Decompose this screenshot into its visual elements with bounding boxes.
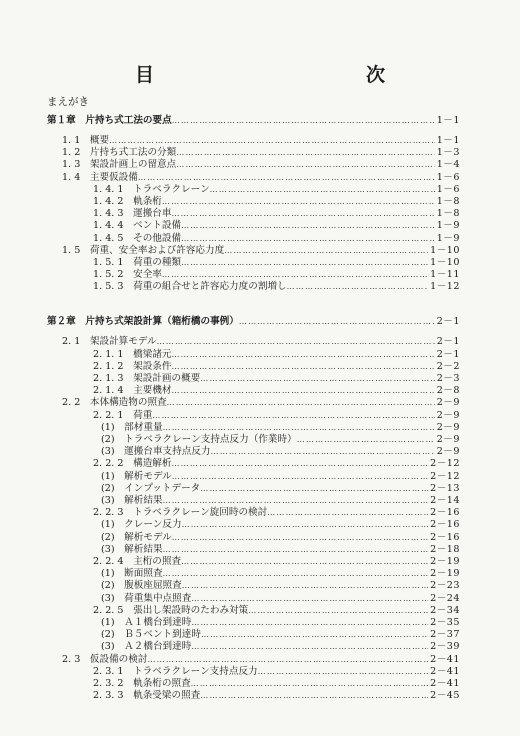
toc-entry-label: (2) Ｂ５ベント到達時: [101, 629, 201, 641]
toc-entry-label: 2. 1. 3 架設計画の概要: [93, 373, 201, 384]
toc-section: [62, 653, 460, 666]
toc-entry-label: 2. 1. 4 主要機材: [93, 385, 172, 397]
leader-dots: [172, 114, 435, 127]
toc-entry-label: (3) 解析結果: [101, 495, 163, 506]
toc-entry-page: 1－12: [430, 281, 460, 293]
toc-entry-page: 2－12: [430, 470, 460, 482]
toc-entry: [101, 579, 460, 592]
toc-entry-label: (2) 腹板座屈照査: [101, 580, 182, 592]
toc-entry: [101, 640, 460, 653]
leader-dots: [181, 219, 435, 232]
toc-section: [62, 134, 460, 147]
toc-entry: [93, 409, 460, 422]
toc-entry-label: 1. 4 主要仮設備: [62, 171, 138, 183]
toc-entry-page: 1－4: [436, 159, 460, 171]
leader-dots: [181, 555, 428, 568]
toc-entry-label: 1. 4. 1 トラベラクレーン: [93, 183, 210, 195]
leader-dots: [171, 360, 434, 373]
toc-entry-page: 2－19: [430, 568, 460, 580]
toc-entry-page: 2－9: [436, 446, 460, 458]
toc-section: [62, 244, 460, 257]
toc-entry-label: (3) 運搬台車支持点反力: [101, 446, 211, 458]
leader-dots: [248, 604, 428, 617]
toc-entry: [93, 689, 460, 702]
toc-entry-label: 2. 3 仮設備の検討: [62, 653, 148, 665]
toc-entry: [93, 219, 460, 232]
toc-entry-page: 1－9: [436, 232, 460, 244]
toc-entry: [93, 555, 460, 568]
leader-dots: [172, 470, 428, 483]
leader-dots: [176, 158, 434, 171]
toc-entry-page: 2－45: [430, 690, 460, 702]
leader-dots: [200, 372, 434, 385]
toc-entry-label: (2) トラベラクレーン支持点反力（作業時）: [101, 434, 297, 445]
leader-dots: [181, 232, 435, 245]
toc-entry: [93, 665, 460, 678]
leader-dots: [297, 433, 435, 446]
toc-entry-page: 1－11: [430, 269, 460, 281]
toc-entry: [93, 280, 460, 293]
toc-entry-page: 2－39: [430, 641, 460, 653]
leader-dots: [171, 457, 428, 470]
leader-dots: [211, 445, 435, 458]
toc-entry-page: 2－37: [430, 629, 460, 641]
toc-entry: [93, 348, 460, 361]
toc-entry-page: 1－6: [436, 183, 460, 195]
leader-dots: [200, 689, 428, 702]
toc-entry-page: 2－1: [436, 348, 460, 360]
toc-entry-label: 2. 1. 1 橋梁諸元: [93, 348, 172, 360]
toc-section: [62, 171, 460, 184]
toc-entry-page: 2－12: [430, 458, 460, 470]
leader-dots: [267, 506, 428, 519]
toc-entry-page: 2－18: [430, 543, 460, 555]
toc-entry-page: 1－10: [430, 244, 460, 256]
toc-entry: [93, 604, 460, 617]
leader-dots: [176, 146, 434, 159]
toc-entry: [101, 567, 460, 580]
leader-dots: [182, 518, 429, 531]
toc-entry: [93, 677, 460, 690]
toc-entry-page: 2－19: [430, 556, 460, 567]
toc-entry-label: (1) Ａ１橋台到達時: [101, 617, 192, 628]
toc-entry-page: 2－9: [436, 421, 460, 433]
leader-dots: [163, 567, 429, 580]
toc-entry: [93, 256, 460, 269]
toc-entry-label: 1. 1 概要: [62, 135, 110, 146]
toc-entry: [93, 207, 460, 220]
toc-entry-page: 2－35: [430, 617, 460, 628]
leader-dots: [172, 531, 428, 544]
toc-chapter: [47, 114, 460, 127]
toc-entry: [93, 384, 460, 397]
toc-entry-label: 1. 5. 1 荷重の種類: [93, 257, 182, 268]
toc-entry: [101, 518, 460, 531]
toc-entry-label: 1. 4. 5 その他設備: [93, 232, 182, 244]
toc-entry-page: 2－16: [430, 519, 460, 531]
toc-entry: [93, 232, 460, 245]
toc-entry: [93, 268, 460, 281]
toc-entry: [101, 592, 460, 605]
leader-dots: [191, 640, 428, 653]
toc-entry: [93, 183, 460, 196]
leader-dots: [138, 171, 435, 184]
leader-dots: [162, 195, 435, 208]
leader-dots: [191, 592, 428, 605]
leader-dots: [162, 268, 428, 281]
toc-entry-label: 2. 1 架設計算モデル: [62, 336, 157, 348]
toc-entry: [101, 616, 460, 629]
toc-entry-label: (1) 部材重量: [101, 421, 163, 433]
toc-entry-page: 2－41: [430, 665, 460, 677]
leader-dots: [167, 396, 435, 409]
toc-entry-page: 1－1: [436, 115, 460, 126]
toc-entry-page: 2－41: [430, 678, 460, 689]
toc-entry-page: 2－24: [430, 592, 460, 604]
toc-entry-label: 2. 1. 2 架設条件: [93, 360, 172, 372]
toc-entry-page: 2－1: [436, 316, 460, 328]
toc-entry-label: 2. 2. 4 主桁の照査: [93, 556, 182, 567]
toc-entry-page: 1－8: [436, 208, 460, 220]
leader-dots: [191, 616, 428, 629]
toc-entry-page: 2－2: [436, 360, 460, 372]
toc-entry-page: 2－34: [430, 604, 460, 616]
toc-entry: [93, 360, 460, 373]
toc-entry-page: 2－23: [430, 580, 460, 592]
toc-entry-label: (2) 解析モデル: [101, 531, 172, 543]
leader-dots: [239, 315, 435, 328]
toc-entry-label: 第２章 片持ち式架設計算（箱桁橋の事例）: [47, 316, 239, 328]
toc-entry-page: 1－3: [436, 147, 460, 159]
toc-entry-label: 1. 4. 2 軌条桁: [93, 196, 162, 207]
toc-entry: [101, 531, 460, 544]
toc-entry: [101, 470, 460, 483]
toc-entry-label: (2) インプットデータ: [101, 482, 201, 494]
toc-entry-label: 1. 5. 2 安全率: [93, 269, 162, 281]
toc-entry-label: (3) 解析結果: [101, 543, 163, 555]
toc-entry-page: 2－16: [430, 531, 460, 543]
toc-entry-label: 1. 2 片持ち式工法の分類: [62, 147, 177, 159]
toc-entry: [101, 628, 460, 641]
toc-section: [62, 396, 460, 409]
toc-entry-label: 2. 2. 5 張出し架設時のたわみ対策: [93, 604, 249, 616]
leader-dots: [200, 482, 428, 495]
toc-entry-label: 2. 2. 2 構造解析: [93, 458, 172, 470]
leader-dots: [287, 280, 428, 293]
toc-entry: [93, 506, 460, 519]
toc-entry-page: 2－9: [436, 409, 460, 421]
toc-entry-label: 第１章 片持ち式工法の要点: [47, 115, 172, 126]
toc-entry-label: 1. 4. 3 運搬台車: [93, 208, 172, 220]
toc-entry-label: 2. 3. 2 軌条桁の照査: [93, 678, 191, 689]
leader-dots: [163, 494, 429, 507]
toc-entry-label: 1. 5. 3 荷重の組合せと許容応力度の割増し: [93, 281, 287, 293]
toc-entry-label: 1. 5 荷重、安全率および許容応力度: [62, 244, 225, 256]
toc-entry-page: 2－9: [436, 434, 460, 445]
toc-entry: [101, 543, 460, 556]
toc-entry: [93, 457, 460, 470]
toc-entry-page: 1－1: [436, 135, 460, 146]
toc-entry-page: 1－8: [436, 196, 460, 207]
toc-entry-page: 1－9: [436, 220, 460, 232]
toc-entry-label: (1) クレーン反力: [101, 519, 182, 531]
toc-entry-page: 2－13: [430, 482, 460, 494]
toc-entry-label: (1) 断面照査: [101, 568, 163, 580]
toc-section: [62, 158, 460, 171]
leader-dots: [171, 207, 434, 220]
toc-entry: [101, 433, 460, 446]
toc-entry-page: 2－9: [436, 397, 460, 409]
toc-entry-label: 2. 2 本体構造物の照査: [62, 397, 167, 409]
leader-dots: [181, 256, 428, 269]
toc-entry-page: 2－41: [430, 653, 460, 665]
toc-entry-label: 2. 2. 1 荷重: [93, 409, 153, 421]
toc-entry-page: 1－10: [430, 257, 460, 268]
toc-entry: [93, 372, 460, 385]
toc-entry-label: (3) Ａ２橋台到達時: [101, 641, 192, 653]
preface-entry: まえがき: [47, 96, 89, 108]
toc-entry: [101, 482, 460, 495]
toc-entry-label: 1. 3 架設計画上の留意点: [62, 159, 177, 171]
toc-section: [62, 146, 460, 159]
leader-dots: [201, 628, 428, 641]
toc-entry-page: 1－6: [436, 171, 460, 183]
leader-dots: [191, 677, 428, 690]
toc-entry-label: (3) 荷重集中点照査: [101, 592, 192, 604]
toc-entry-label: 2. 2. 3 トラベラクレーン旋回時の検討: [93, 507, 268, 519]
leader-dots: [163, 421, 435, 434]
toc-entry-page: 2－16: [430, 507, 460, 519]
leader-dots: [171, 384, 434, 397]
leader-dots: [152, 409, 434, 422]
toc-entry-page: 2－14: [430, 495, 460, 506]
leader-dots: [163, 543, 429, 556]
leader-dots: [210, 183, 435, 196]
toc-entry-label: (1) 解析モデル: [101, 470, 172, 482]
toc-entry-page: 2－1: [436, 336, 460, 348]
toc-chapter: [47, 315, 460, 328]
toc-entry: [101, 494, 460, 507]
toc-entry-label: 1. 4. 4 ベント設備: [93, 220, 182, 232]
toc-section: [62, 335, 460, 348]
leader-dots: [224, 244, 428, 257]
toc-entry-label: 2. 3. 3 軌条受梁の照査: [93, 690, 201, 702]
leader-dots: [171, 348, 434, 361]
toc-entry-label: 2. 3. 1 トラベラクレーン支持点反力: [93, 665, 258, 677]
toc-entry: [93, 195, 460, 208]
toc-entry: [101, 445, 460, 458]
leader-dots: [157, 335, 435, 348]
toc-entry: [101, 421, 460, 434]
toc-entry-page: 2－8: [436, 385, 460, 397]
leader-dots: [182, 579, 428, 592]
leader-dots: [147, 653, 428, 666]
leader-dots: [109, 134, 435, 147]
page-title: 目 次: [134, 64, 443, 86]
toc-entry-page: 2－3: [436, 373, 460, 384]
leader-dots: [258, 665, 428, 678]
